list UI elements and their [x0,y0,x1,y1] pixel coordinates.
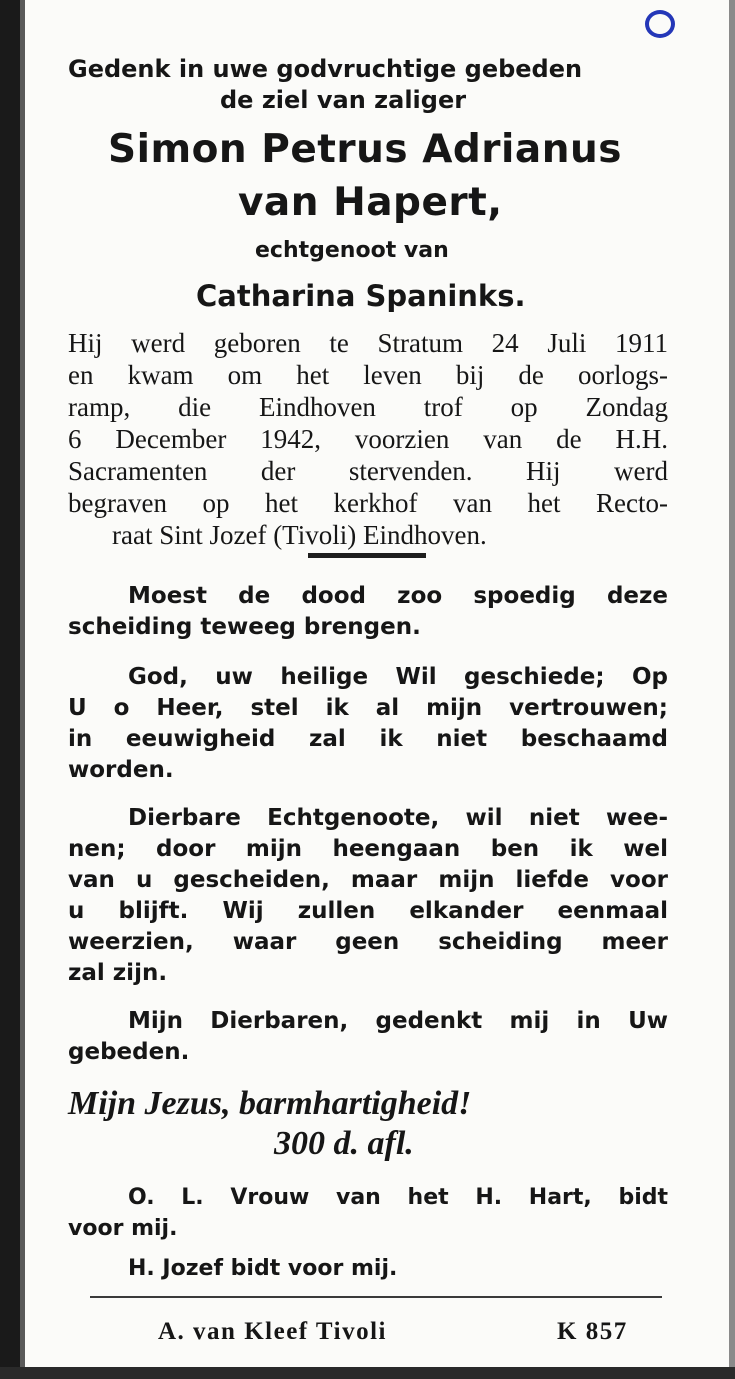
reflection-line: nen; door mijn heengaan ben ik wel [68,836,668,862]
reflection-line: God, uw heilige Wil geschiede; Op [128,664,668,690]
deceased-name-line-1: Simon Petrus Adrianus [108,127,622,172]
reflection-line: scheiding teweeg brengen. [68,614,421,640]
intro-line-1: Gedenk in uwe godvruchtige gebeden [68,55,583,83]
spouse-name: Catharina Spaninks. [196,279,526,313]
intro-line-2: de ziel van zaliger [220,86,467,114]
prayer-line-2: 300 d. afl. [274,1125,414,1162]
bio-line: Sacramenten der stervenden. Hij werd [68,456,668,486]
scan-border-left-inner [20,0,25,1379]
blue-circle-mark [645,10,675,38]
scan-border-right [729,0,735,1379]
invocation-line-3: H. Jozef bidt voor mij. [128,1256,398,1281]
invocation-line-1: O. L. Vrouw van het H. Hart, bidt [128,1185,668,1210]
bio-line: Hij werd geboren te Stratum 24 Juli 1911 [68,328,668,358]
bio-line: 6 December 1942, voorzien van de H.H. [68,424,668,454]
scan-border-left [0,0,20,1379]
reflection-line: u blijft. Wij zullen elkander eenmaal [68,898,668,924]
reflection-line: van u gescheiden, maar mijn liefde voor [68,867,668,893]
spouse-label: echtgenoot van [255,238,449,263]
bio-line: en kwam om het leven bij de oorlogs- [68,360,668,390]
bio-line: raat Sint Jozef (Tivoli) Eindhoven. [112,520,487,550]
reflection-line: worden. [68,757,174,783]
reflection-line: in eeuwigheid zal ik niet beschaamd [68,726,668,752]
reflection-line: weerzien, waar geen scheiding meer [68,929,668,955]
reflection-line: Dierbare Echtgenoote, wil niet wee- [128,805,668,831]
reflection-line: Mijn Dierbaren, gedenkt mij in Uw [128,1008,668,1034]
divider-short [308,553,426,558]
deceased-name-line-2: van Hapert, [238,180,503,225]
reflection-line: gebeden. [68,1039,190,1065]
divider-long [90,1296,662,1298]
bio-line: ramp, die Eindhoven trof op Zondag [68,392,668,422]
printer-imprint: A. van Kleef Tivoli [158,1318,387,1345]
reflection-line: zal zijn. [68,960,168,986]
bio-line: begraven op het kerkhof van het Recto- [68,488,668,518]
invocation-line-2: voor mij. [68,1216,178,1241]
reflection-line: Moest de dood zoo spoedig deze [128,583,668,609]
scan-border-bottom [0,1367,735,1379]
reflection-line: U o Heer, stel ik al mijn vertrouwen; [68,695,668,721]
catalog-code: K 857 [557,1318,628,1345]
prayer-line-1: Mijn Jezus, barmhartigheid! [68,1085,472,1122]
